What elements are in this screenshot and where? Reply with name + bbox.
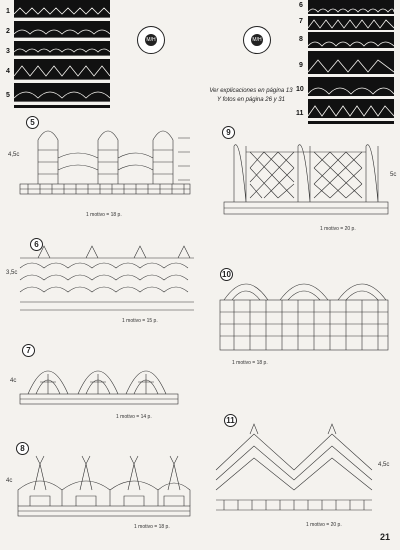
crochet-chart-8 xyxy=(16,450,196,522)
crochet-diagram-8 xyxy=(16,450,196,522)
motif-caption: 1 motivo = 15 p. xyxy=(122,318,158,324)
lace-photo-left xyxy=(14,0,110,108)
diagram-number: 9 xyxy=(222,126,235,139)
diagram-number: 7 xyxy=(22,344,35,357)
diagram-number: 6 xyxy=(30,238,43,251)
crochet-chart-7 xyxy=(18,352,188,412)
photo-row-number: 8 xyxy=(299,36,303,43)
diagram-number: 8 xyxy=(16,442,29,455)
diagram-height: 4c xyxy=(10,378,17,384)
lace-photo-right xyxy=(308,0,394,124)
motif-caption: 1 motivo = 18 p. xyxy=(232,360,268,366)
motif-caption: 1 motivo = 18 p. xyxy=(134,524,170,530)
diagram-height: 4,5c xyxy=(8,152,20,158)
photo-row-number: 5 xyxy=(6,92,10,99)
crochet-diagram-11 xyxy=(214,420,376,518)
diagram-height: 3,5c xyxy=(6,270,18,276)
crochet-diagram-9 xyxy=(220,132,392,224)
photo-row-number: 11 xyxy=(296,110,304,117)
crochet-diagram-7 xyxy=(18,352,188,412)
motif-caption: 1 motivo = 14 p. xyxy=(116,414,152,420)
crochet-diagram-10 xyxy=(218,270,392,356)
motif-caption: 1 motivo = 18 p. xyxy=(86,212,122,218)
photo-row-number: 2 xyxy=(6,28,10,35)
crochet-chart-11 xyxy=(214,420,376,518)
crochet-chart-10 xyxy=(218,270,392,356)
diagram-number: 11 xyxy=(224,414,237,427)
brand-logo-mark: M/H xyxy=(251,34,263,46)
page-number: 21 xyxy=(379,532,390,542)
crochet-chart-5 xyxy=(18,118,198,210)
photo-row-number: 9 xyxy=(299,62,303,69)
crochet-chart-6 xyxy=(18,240,198,314)
diagram-height: 4c xyxy=(6,478,13,484)
lace-photo-left-art xyxy=(14,0,110,108)
diagram-height: 4,5c xyxy=(378,462,390,468)
photo-row-number: 7 xyxy=(299,18,303,25)
reference-note-line-1: Ver explicaciones en página 13 xyxy=(209,88,293,94)
crochet-diagram-6 xyxy=(18,240,198,314)
reference-note-line-2: Y fotos en página 26 y 31 xyxy=(217,97,285,103)
motif-caption: 1 motivo = 20 p. xyxy=(320,226,356,232)
brand-logo xyxy=(243,26,271,54)
lace-photo-right-art xyxy=(308,0,394,124)
photo-row-number: 6 xyxy=(299,2,303,9)
diagram-number: 10 xyxy=(220,268,233,281)
diagram-height: 5c xyxy=(390,172,397,178)
photo-row-number: 10 xyxy=(296,86,304,93)
crochet-chart-9 xyxy=(220,132,392,224)
photo-row-number: 1 xyxy=(6,8,10,15)
motif-caption: 1 motivo = 20 p. xyxy=(306,522,342,528)
crochet-diagram-5 xyxy=(18,118,198,210)
photo-row-number: 4 xyxy=(6,68,10,75)
brand-logo xyxy=(137,26,165,54)
photo-row-number: 3 xyxy=(6,48,10,55)
diagram-number: 5 xyxy=(26,116,39,129)
brand-logo-mark: M/H xyxy=(145,34,157,46)
